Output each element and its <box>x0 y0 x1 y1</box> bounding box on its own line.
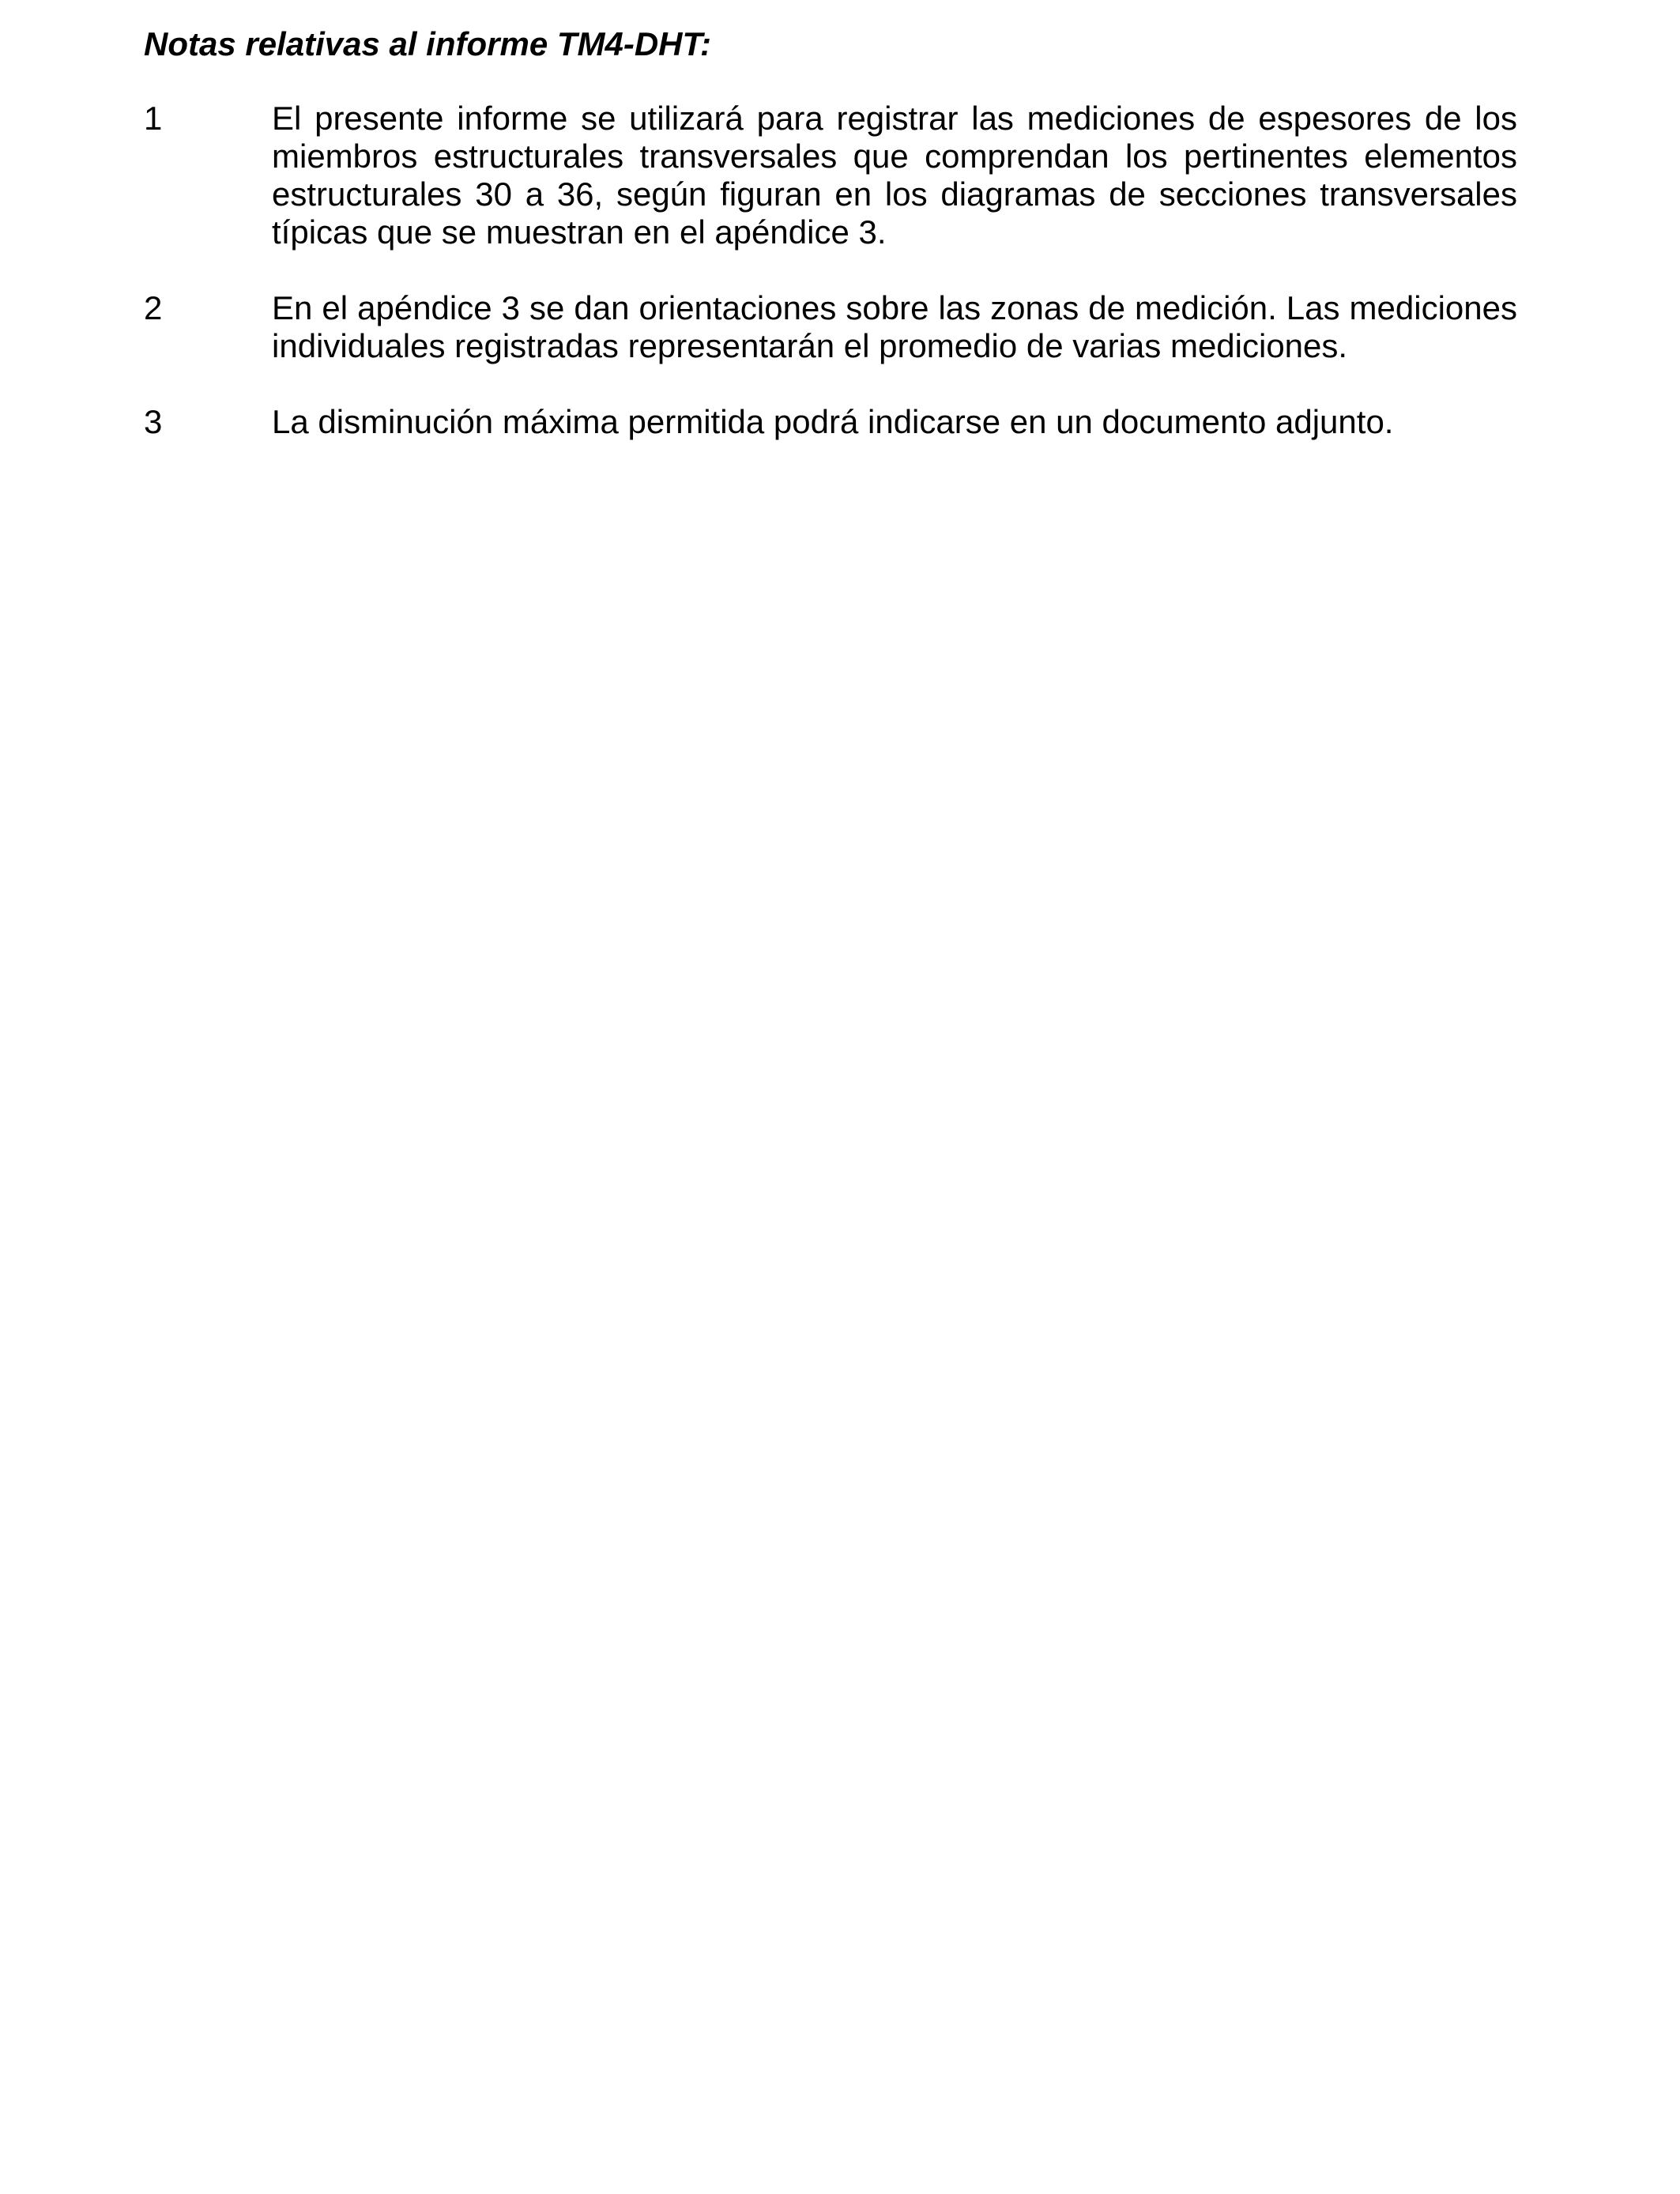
note-number: 1 <box>144 100 163 137</box>
note-item <box>144 289 1517 365</box>
note-number: 3 <box>144 403 163 440</box>
note-item <box>144 403 1517 441</box>
note-item <box>144 100 1517 251</box>
notes-title: Notas relativas al informe TM4-DHT: <box>144 25 712 62</box>
note-text: En el apéndice 3 se dan orientaciones sobre las zonas de medición. Las mediciones individuales registradas representarán el promedio de varias mediciones. <box>272 289 1517 364</box>
note-number: 2 <box>144 289 163 326</box>
note-text: La disminución máxima permitida podrá indicarse en un documento adjunto. <box>272 403 1394 440</box>
note-text: El presente informe se utilizará para registrar las mediciones de espesores de los miembros estructurales transversales que comprendan los pertinentes elementos estructurales 30 a 36, según figuran en los diagramas de secciones transversales típicas que se muestran en el apéndice 3. <box>272 100 1517 251</box>
notes-list <box>144 100 1517 479</box>
